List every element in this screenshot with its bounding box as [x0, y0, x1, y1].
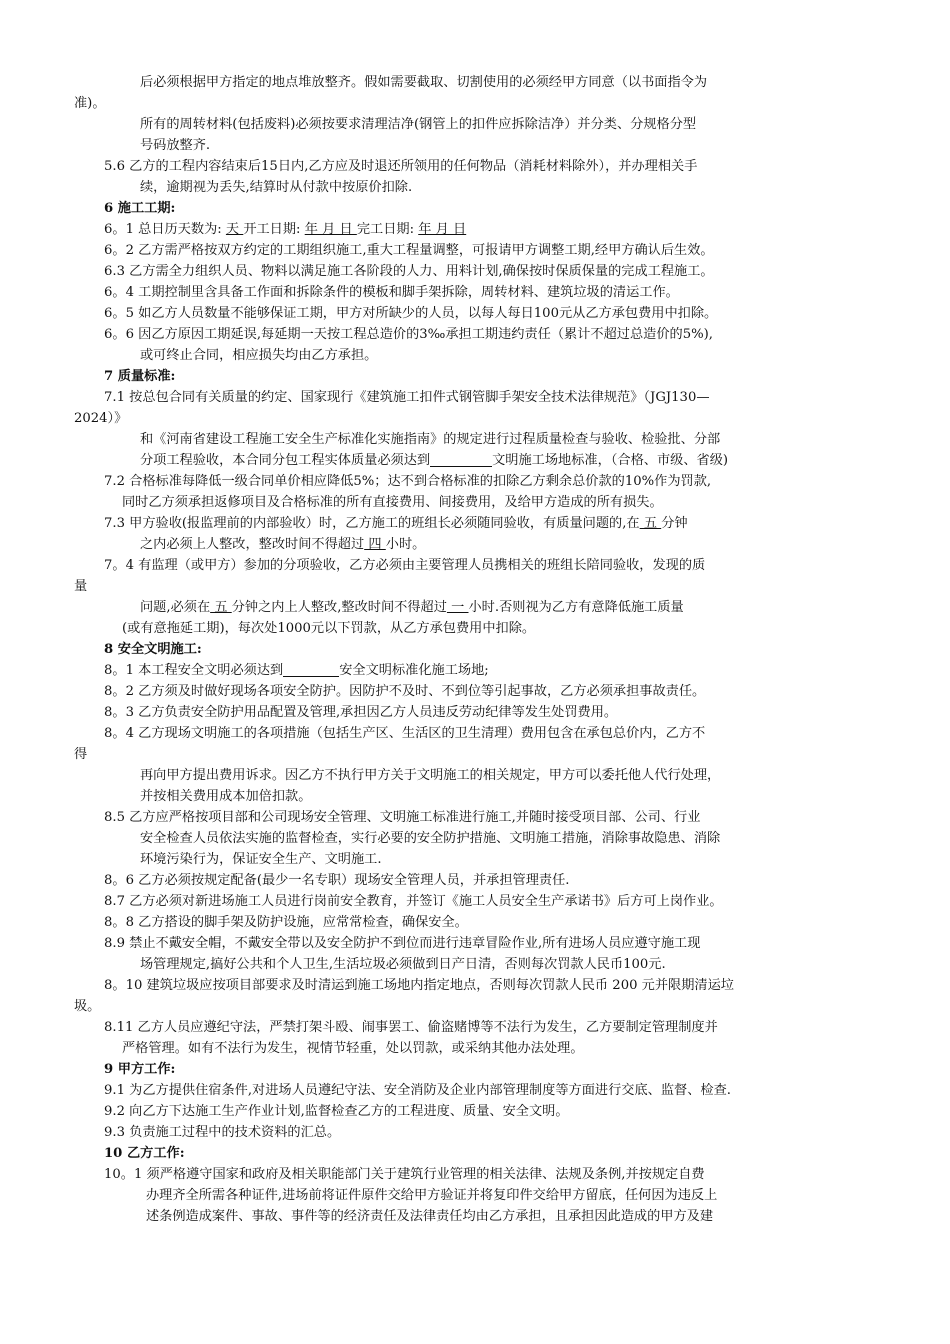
text-line: 8。2 乙方须及时做好现场各项安全防护。因防护不及时、不到位等引起事故，乙方必须承担事故责任。 [104, 684, 706, 699]
text-line: 得 [74, 747, 88, 762]
underlined-value: 年 月 日 [418, 222, 467, 237]
section-heading: 9 甲方工作: [104, 1062, 176, 1077]
text-segment: 7.3 甲方验收(报监理前的内部验收）时，乙方施工的班组长必须随同验收，有质量问题的,在 [104, 516, 640, 531]
text-line: 8.7 乙方必须对新进场施工人员进行岗前安全教育，并签订《施工人员安全生产承诺书》后方可上岗作业。 [104, 894, 723, 909]
text-line: 6。6 因乙方原因工期延误,每延期一天按工程总造价的3‰承担工期违约责任（累计不超过总造价的5%), [104, 327, 714, 342]
underlined-value: 年 月 日 [304, 222, 357, 237]
text-line: 7.1 按总包合同有关质量的约定、国家现行《建筑施工扣件式钢管脚手架安全技术法律规范》（JGJ130— [104, 390, 710, 405]
section-heading: 6 施工工期: [104, 201, 176, 216]
text-line: 6。5 如乙方人员数量不能够保证工期，甲方对所缺少的人员，以每人每日100元从乙方承包费用中扣除。 [104, 306, 718, 321]
text-line: 办理齐全所需各种证件,进场前将证件原件交给甲方验证并将复印件交给甲方留底，任何因为违反上 [146, 1188, 718, 1203]
text-line: 所有的周转材料(包括废料)必须按要求清理洁净(钢管上的扣件应拆除洁净）并分类、分规格分型 [140, 117, 697, 132]
fill-in-blank [283, 661, 339, 677]
text-line: 6.3 乙方需全力组织人员、物料以满足施工各阶段的人力、用料计划,确保按时保质保量的完成工程施工。 [104, 264, 714, 279]
text-line: 8。6 乙方必须按规定配备(最少一名专职）现场安全管理人员，并承担管理责任. [104, 873, 570, 888]
text-line: 7.2 合格标准每降低一级合同单价相应降低5%；达不到合格标准的扣除乙方剩余总价款的10%作为罚款, [104, 474, 712, 489]
text-segment: 问题,必须在 [140, 600, 211, 615]
text-line: 再向甲方提出费用诉求。因乙方不执行甲方关于文明施工的相关规定，甲方可以委托他人代行处理， [140, 768, 721, 783]
text-line [104, 597, 880, 618]
section-heading: 10 乙方工作: [104, 1146, 185, 1161]
underlined-value: 一 [446, 600, 469, 615]
underlined-value: 五 [210, 600, 232, 615]
text-line [104, 534, 880, 555]
fill-in-blank [430, 451, 492, 467]
text-line: 并按相关费用成本加倍扣款。 [140, 789, 312, 804]
document-page [74, 72, 880, 1227]
text-line: 10。1 须严格遵守国家和政府及相关职能部门关于建筑行业管理的相关法律、法规及条例,并按规定自费 [104, 1167, 705, 1182]
text-segment: 小时。 [385, 537, 426, 552]
text-line: 严格管理。如有不法行为发生，视情节轻重，处以罚款，或采纳其他办法处理。 [122, 1041, 584, 1056]
underlined-value: 天 [225, 222, 244, 237]
text-line [104, 450, 880, 471]
text-line: 8.5 乙方应严格按项目部和公司现场安全管理、文明施工标准进行施工,并随时接受项目部、公司、行业 [104, 810, 701, 825]
text-line [104, 219, 880, 240]
underlined-value: 四 [364, 537, 386, 552]
text-line: 安全检查人员依法实施的监督检查，实行必要的安全防护措施、文明施工措施，消除事故隐患、消除 [140, 831, 721, 846]
text-line: 9.2 向乙方下达施工生产作业计划,监督检查乙方的工程进度、质量、安全文明。 [104, 1104, 569, 1119]
text-line: 7。4 有监理（或甲方）参加的分项验收，乙方必须由主要管理人员携相关的班组长陪同验收，发现的质 [104, 558, 706, 573]
text-segment: 安全文明标准化施工场地; [339, 663, 489, 678]
text-line: 5.6 乙方的工程内容结束后15日内,乙方应及时退还所领用的任何物品（消耗材料除外），并办理相关手 [104, 159, 698, 174]
text-line: 续，逾期视为丢失,结算时从付款中按原价扣除. [140, 180, 413, 195]
text-line: 述条例造成案件、事故、事件等的经济责任及法律责任均由乙方承担，且承担因此造成的甲方及建 [146, 1209, 714, 1224]
text-line: (或有意拖延工期)，每次处1000元以下罚款，从乙方承包费用中扣除。 [122, 621, 536, 636]
text-line: 8.11 乙方人员应遵纪守法，严禁打架斗殴、闹事罢工、偷盗赌博等不法行为发生，乙方要制定管理制度并 [104, 1020, 718, 1035]
text-line: 量 [74, 579, 88, 594]
text-line: 圾。 [74, 999, 101, 1014]
text-line: 9.3 负责施工过程中的技术资料的汇总。 [104, 1125, 341, 1140]
text-line: 或可终止合同，相应损失均由乙方承担。 [140, 348, 378, 363]
text-line: 8。4 乙方现场文明施工的各项措施（包括生产区、生活区的卫生清理）费用包含在承包总价内，乙方不 [104, 726, 706, 741]
text-segment: 开工日期: [243, 222, 305, 237]
section-heading: 7 质量标准: [104, 369, 176, 384]
text-line: 8。8 乙方搭设的脚手架及防护设施，应常常检查，确保安全。 [104, 915, 468, 930]
text-segment: 分钟之内上人整改,整改时间不得超过 [231, 600, 447, 615]
text-line: 8。3 乙方负责安全防护用品配置及管理,承担因乙方人员违反劳动纪律等发生处罚费用。 [104, 705, 618, 720]
text-line: 6。4 工期控制里含具备工作面和拆除条件的模板和脚手架拆除，周转材料、建筑垃圾的清运工作。 [104, 285, 679, 300]
text-line: 8.9 禁止不戴安全帽，不戴安全带以及安全防护不到位而进行违章冒险作业,所有进场人员应遵守施工现 [104, 936, 701, 951]
text-line: 8。10 建筑垃圾应按项目部要求及时清运到施工场地内指定地点，否则每次罚款人民币 200 元并限期清运垃 [104, 978, 734, 993]
text-line: 同时乙方须承担返修项目及合格标准的所有直接费用、间接费用，及给甲方造成的所有损失。 [122, 495, 663, 510]
text-line: 9.1 为乙方提供住宿条件,对进场人员遵纪守法、安全消防及企业内部管理制度等方面进行交底、监督、检查. [104, 1083, 731, 1098]
text-segment: 分钟 [661, 516, 688, 531]
text-segment: 6。1 总日历天数为: [104, 222, 226, 237]
text-line: 场管理规定,搞好公共和个人卫生,生活垃圾必须做到日产日清，否则每次罚款人民币100元. [140, 957, 666, 972]
text-segment: 小时.否则视为乙方有意降低施工质量 [468, 600, 684, 615]
text-segment: 完工日期: [356, 222, 419, 237]
text-segment: 分项工程验收，本合同分包工程实体质量必须达到 [140, 453, 431, 468]
text-line: 环境污染行为，保证安全生产、文明施工. [140, 852, 382, 867]
text-line [104, 429, 880, 450]
section-heading: 8 安全文明施工: [104, 642, 202, 657]
underlined-value: 五 [639, 516, 662, 531]
text-line: 6。2 乙方需严格按双方约定的工期组织施工,重大工程量调整，可报请甲方调整工期,经甲方确认后生效。 [104, 243, 714, 258]
text-line: 后必须根据甲方指定的地点堆放整齐。假如需要截取、切割使用的必须经甲方同意（以书面指令为 [140, 75, 708, 90]
text-segment: 文明施工场地标准，（合格、市级、省级) [492, 453, 729, 468]
text-line: 2024）》 [74, 411, 128, 426]
text-line [104, 513, 880, 534]
text-line [104, 660, 880, 681]
text-line: 号码放整齐. [140, 138, 211, 153]
text-segment: 之内必须上人整改，整改时间不得超过 [140, 537, 365, 552]
text-segment: 和《河南省建设工程施工安全生产标准化实施指南》的规定进行过程质量检查与验收、检验批、分部 [140, 432, 721, 447]
text-line: 准)。 [74, 96, 106, 111]
text-segment: 8。1 本工程安全文明必须达到 [104, 663, 284, 678]
